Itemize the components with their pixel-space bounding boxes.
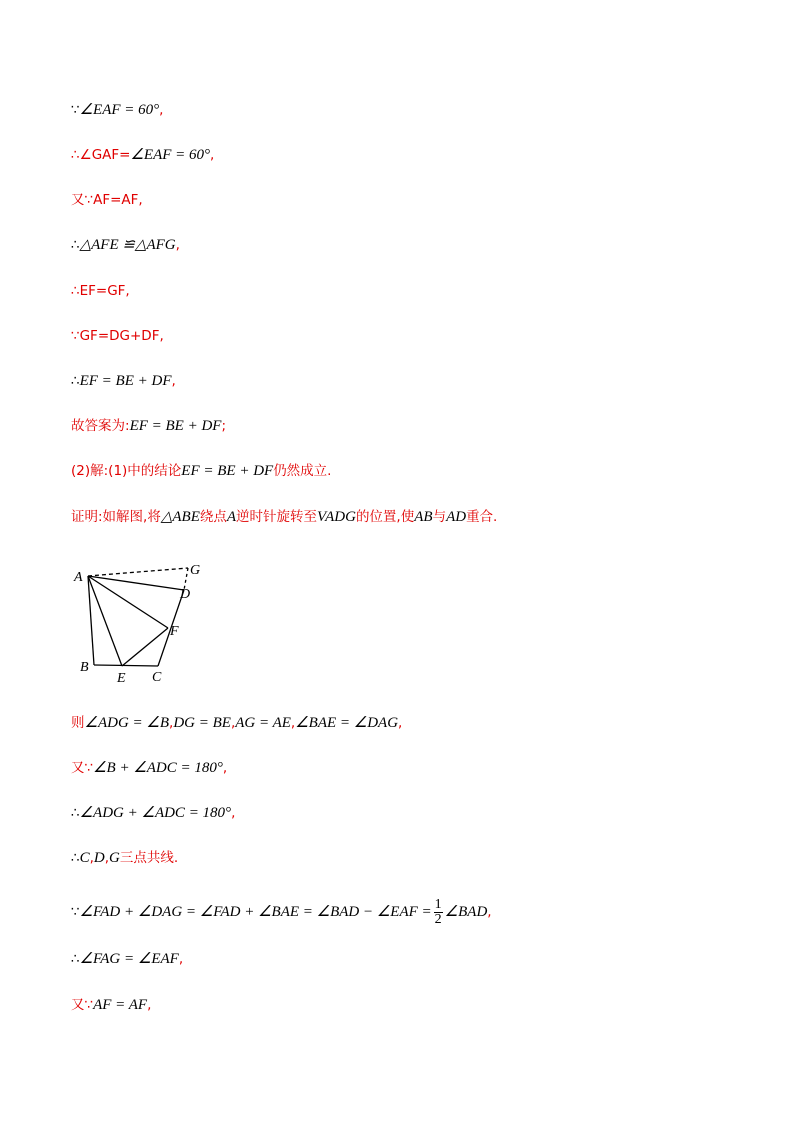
text-run: 三点共线. — [119, 850, 179, 866]
line-11 — [71, 713, 402, 733]
math-expression: EF = BE + DF — [79, 373, 172, 389]
math-expression: ∠FAD + ∠DAG = ∠FAD + ∠BAE = ∠BAD − ∠EAF = — [79, 903, 432, 920]
text-run: ∴ — [71, 373, 80, 389]
text-run: , — [290, 715, 296, 731]
fraction-numerator: 1 — [434, 897, 442, 912]
label-B: B — [80, 660, 89, 675]
text-run: 则 — [71, 715, 85, 731]
text-run: , — [175, 237, 180, 253]
text-run: , — [159, 102, 164, 118]
text-run: 仍然成立. — [273, 463, 332, 479]
line-14 — [71, 848, 178, 868]
text-run: ∴ — [71, 805, 80, 821]
label-G: G — [190, 563, 201, 578]
text-run: , — [487, 903, 492, 920]
line-8 — [71, 416, 226, 436]
segment-AF — [88, 576, 168, 628]
line-16 — [71, 949, 183, 969]
math-expression: EF = BE + DF — [129, 418, 222, 434]
text-run: , — [398, 715, 403, 731]
math-expression: EF = BE + DF — [181, 463, 274, 479]
line-7 — [71, 371, 176, 391]
text-run: , — [178, 951, 184, 967]
math-expression: △AFE ≌△AFG — [79, 237, 176, 253]
text-run: ; — [221, 418, 227, 434]
math-expression: ∠EAF = 60° — [130, 147, 211, 163]
text-run: 又∵AF=AF, — [71, 192, 143, 208]
label-D: D — [180, 587, 191, 602]
geometry-figure — [70, 556, 220, 696]
text-run: , — [89, 850, 94, 866]
math-expression: ∠BAE = ∠DAG — [295, 715, 399, 731]
text-run: 证明:如解图,将 — [71, 509, 161, 525]
line-4 — [71, 235, 180, 255]
text-run: 又∵ — [71, 997, 94, 1013]
fraction — [434, 898, 443, 927]
line-1 — [71, 100, 163, 120]
math-expression: AF = AF — [93, 997, 148, 1013]
math-expression: C — [79, 850, 90, 866]
text-run: ∴ — [71, 237, 80, 253]
math-expression: ∠BAD — [444, 903, 488, 920]
math-expression: △ABE — [160, 509, 200, 525]
math-expression: AD — [446, 509, 467, 525]
text-run: , — [104, 850, 110, 866]
math-expression: ∠FAG = ∠EAF — [79, 951, 179, 967]
text-run: ∴EF=GF, — [71, 283, 130, 299]
line-12 — [71, 758, 227, 778]
line-5 — [71, 281, 130, 301]
text-run: (2)解:(1)中的结论 — [71, 463, 182, 479]
math-expression: ∠B + ∠ADC = 180° — [93, 760, 223, 776]
math-expression: ∠ADG + ∠ADC = 180° — [79, 805, 232, 821]
text-run: 的位置,使 — [355, 509, 415, 525]
math-expression: ∠EAF = 60° — [79, 102, 160, 118]
math-expression: VADG — [317, 509, 356, 525]
line-2 — [71, 145, 214, 165]
text-run: ∵ — [71, 102, 80, 118]
line-3 — [71, 190, 143, 210]
line-10 — [71, 507, 497, 527]
text-run: , — [231, 805, 236, 821]
text-run: ∵GF=DG+DF, — [71, 328, 164, 344]
text-run: 逆时针旋转至 — [236, 509, 318, 525]
text-run: 又∵ — [71, 760, 94, 776]
line-9 — [71, 461, 331, 481]
fraction-denominator: 2 — [434, 912, 442, 927]
math-expression: ∠ADG = ∠B — [84, 715, 170, 731]
text-run: ∵ — [71, 903, 80, 920]
segment-AG — [88, 568, 188, 576]
segment-AD — [88, 576, 184, 590]
text-run: 故答案为: — [71, 418, 130, 434]
text-run: , — [169, 715, 174, 731]
line-13 — [71, 803, 235, 823]
label-A: A — [74, 570, 83, 585]
line-15 — [71, 897, 492, 927]
segment-BC — [94, 665, 158, 666]
math-expression: AB — [414, 509, 433, 525]
text-run: ∴∠GAF= — [71, 147, 131, 163]
text-run: ∴ — [71, 850, 80, 866]
segment-EF — [122, 628, 168, 666]
text-run: , — [230, 715, 236, 731]
math-expression: D — [93, 850, 105, 866]
label-F: F — [170, 624, 179, 639]
math-expression: AG = AE — [235, 715, 291, 731]
math-expression: A — [226, 509, 237, 525]
math-expression: G — [109, 850, 120, 866]
line-17 — [71, 995, 151, 1015]
text-run: , — [210, 147, 215, 163]
text-run: 重合. — [466, 509, 498, 525]
text-run: , — [222, 760, 228, 776]
text-run: 与 — [432, 509, 447, 525]
text-run: , — [147, 997, 152, 1013]
text-run: ∴ — [71, 951, 80, 967]
text-run: 绕点 — [199, 509, 227, 525]
quadrilateral-diagram — [70, 556, 220, 691]
label-E: E — [117, 671, 126, 686]
math-expression: DG = BE — [173, 715, 231, 731]
label-C: C — [152, 670, 162, 685]
line-6 — [71, 326, 164, 346]
text-run: , — [171, 373, 176, 389]
